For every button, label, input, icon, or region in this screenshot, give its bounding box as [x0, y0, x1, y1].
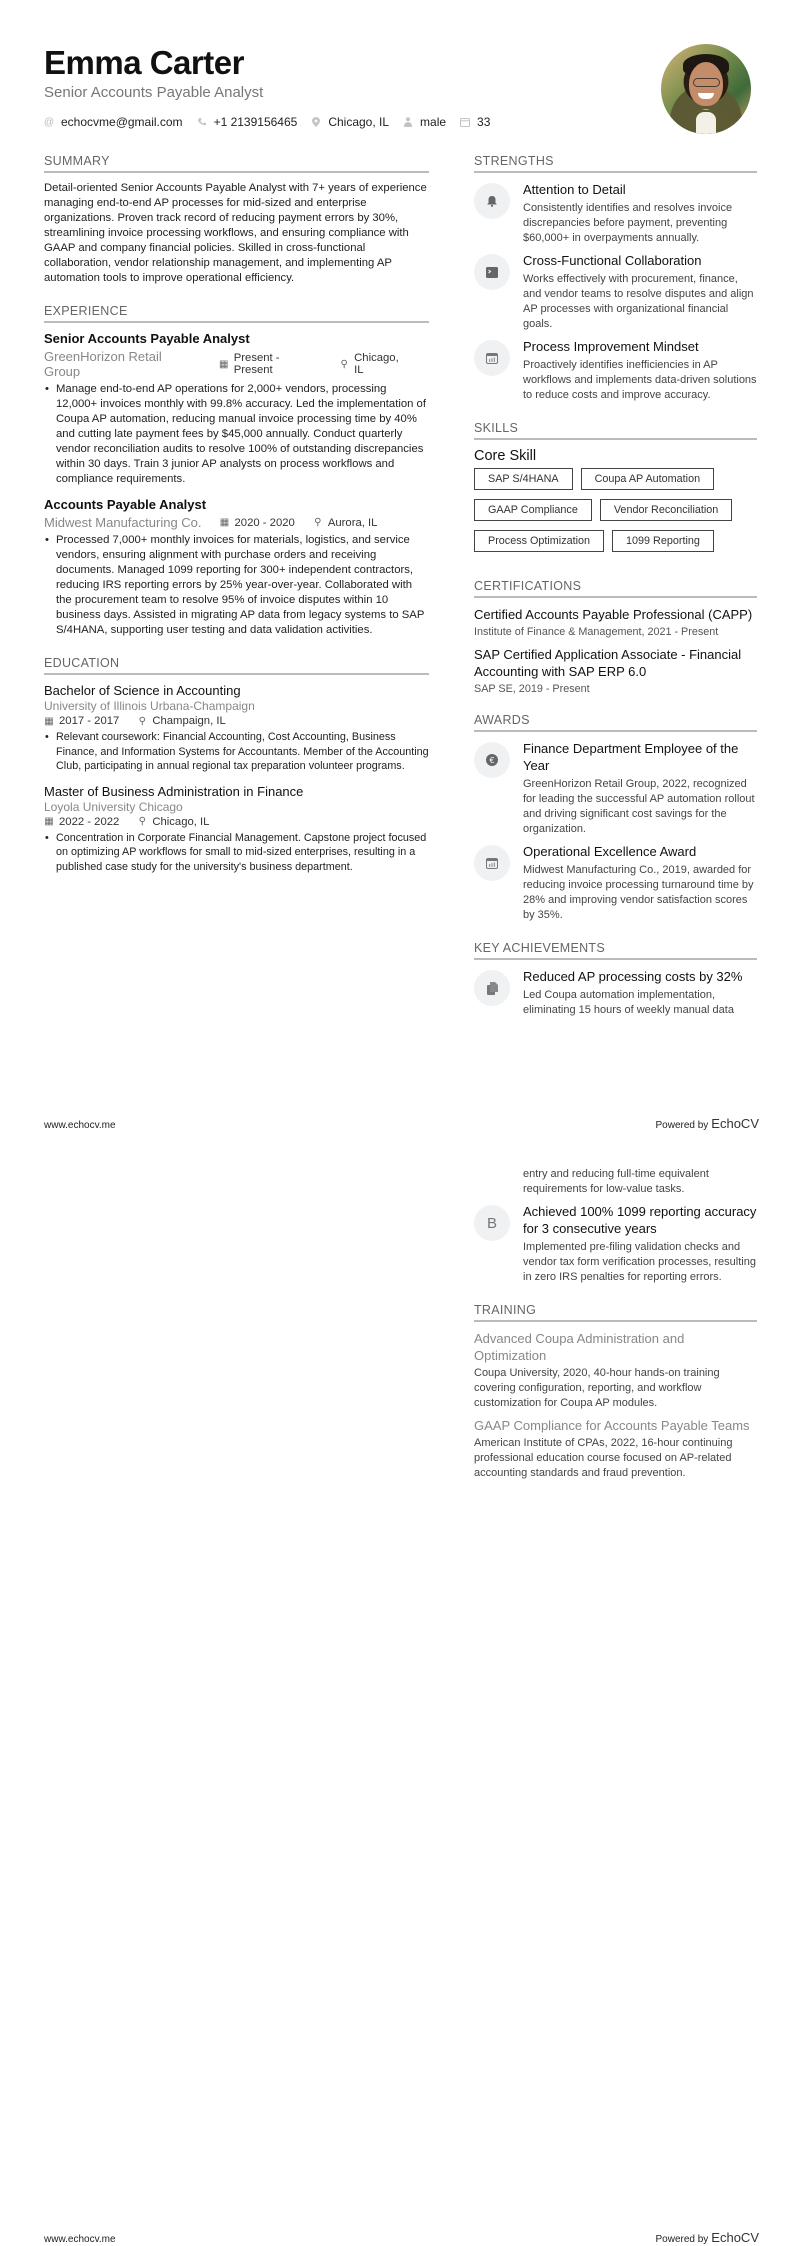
education-entry [44, 683, 429, 774]
skill-tag: Process Optimization [474, 530, 604, 552]
award-title: Operational Excellence Award [523, 844, 697, 859]
right-column-continued [474, 1167, 757, 1499]
award-title: Finance Department Employee of the Year [523, 741, 739, 773]
strength-item [474, 252, 757, 332]
skill-tag: SAP S/4HANA [474, 468, 573, 490]
contact-gender [403, 115, 446, 129]
company-name: Midwest Manufacturing Co. [44, 515, 202, 530]
section-heading: AWARDS [474, 713, 757, 732]
job-bullet: • Manage end-to-end AP operations for 2,000+ vendors, processing 12,000+ invoices monthly with 99.8% accuracy. Led the implementation of Coupa AP automation, reducing manual invoice processing time by 40% and cutting late payment fees by $45,000 annually. Conduct quarterly vendor reconciliation audits to resolve 100% of outstanding discrepancies within 30 days. Train 3 junior AP analysts on process workflows and compliance requirements. [44, 382, 429, 487]
skills-section [474, 421, 757, 561]
terminal-icon [474, 254, 510, 290]
awards-section [474, 713, 757, 923]
map-pin-icon [311, 117, 321, 127]
contact-age [460, 115, 490, 129]
job-location: ⚲ Chicago, IL [340, 352, 399, 376]
training-section [474, 1303, 757, 1481]
job-dates: ▦ Present - Present [219, 352, 280, 376]
strength-desc: Works effectively with procurement, finance, and vendor teams to resolve disputes and align AP processes with organizational financial goals. [523, 273, 754, 330]
strength-desc: Consistently identifies and resolves invoice discrepancies before payment, preventing $60,000+ in overpayments annually. [523, 202, 733, 244]
award-item [474, 740, 757, 837]
skill-tags [474, 468, 757, 561]
strength-title: Cross-Functional Collaboration [523, 253, 702, 268]
map-pin-icon: ⚲ [314, 517, 322, 528]
footer-powered-by: Powered by EchoCV [655, 2230, 759, 2245]
award-desc: GreenHorizon Retail Group, 2022, recognized for leading the successful AP automation rollout and driving significant cost savings for the organization. [523, 778, 755, 835]
training-title: Advanced Coupa Administration and Optimization [474, 1331, 685, 1363]
section-heading: CERTIFICATIONS [474, 579, 757, 598]
calendar-icon: ▦ [219, 358, 229, 370]
contact-email[interactable] [44, 115, 183, 129]
achievement-desc: entry and reducing full-time equivalent requirements for low-value tasks. [523, 1168, 709, 1195]
right-column [474, 154, 757, 1036]
skill-tag: Coupa AP Automation [581, 468, 714, 490]
contact-phone[interactable] [197, 115, 298, 129]
school-name: University of Illinois Urbana-Champaign [44, 699, 255, 713]
footer-website[interactable]: www.echocv.me [44, 1120, 116, 1131]
achievement-title: Reduced AP processing costs by 32% [523, 969, 743, 984]
training-desc: Coupa University, 2020, 40-hour hands-on training covering configuration, reporting, and workflow customization for Coupa AP modules. [474, 1367, 720, 1409]
job-dates: ▦ 2020 - 2020 [219, 516, 295, 529]
email-text: echocvme@gmail.com [61, 115, 183, 129]
job-location: ⚲ Aurora, IL [314, 516, 378, 529]
candidate-title: Senior Accounts Payable Analyst [44, 84, 264, 101]
education-bullet: • Concentration in Corporate Financial Management. Capstone project focused on optimizing AP workflows for small to mid-sized enterprises, resulting in a published case study for the university's business department. [44, 831, 429, 875]
calendar-chart-icon [474, 340, 510, 376]
job-title: Accounts Payable Analyst [44, 497, 207, 512]
contact-row [44, 115, 504, 129]
company-name: GreenHorizon Retail Group [44, 349, 162, 379]
education-bullet: • Relevant coursework: Financial Accounting, Cost Accounting, Business Finance, and Information Systems for Accountants. Member of the Accounting Club, participating in annual regional tax preparation volunteer programs. [44, 730, 429, 774]
education-meta [44, 816, 429, 828]
map-pin-icon: ⚲ [340, 358, 348, 370]
calendar-chart-icon [474, 845, 510, 881]
calendar-icon: ▦ [219, 517, 230, 528]
achievement-item [474, 1203, 757, 1285]
degree-title: Bachelor of Science in Accounting [44, 683, 241, 698]
award-desc: Midwest Manufacturing Co., 2019, awarded for reducing invoice processing turnaround time by 28% and improving vendor satisfaction scores by 35%. [523, 864, 754, 921]
avatar [661, 44, 751, 134]
calendar-icon: ▦ [44, 816, 54, 827]
experience-section [44, 304, 429, 638]
strength-item [474, 181, 757, 246]
calendar-icon [460, 117, 470, 127]
summary-text: Detail-oriented Senior Accounts Payable Analyst with 7+ years of experience managing end-to-end AP processes for mid-sized and enterprise organizations. Proven track record of reducing payment errors by 30%, streamlining invoice processing workflows, and ensuring compliance with GAAP and company financial policies. Skilled in cross-functional collaboration, vendor relationship management, and implementing AP automation tools to improve operational efficiency. [44, 182, 427, 284]
cert-issuer: SAP SE, 2019 - Present [474, 683, 590, 695]
education-location: ⚲ Chicago, IL [138, 815, 210, 828]
resume-page-2 [0, 1123, 794, 2246]
brand-logo[interactable]: EchoCV [711, 1116, 759, 1131]
left-column [44, 154, 429, 892]
brand-logo[interactable]: EchoCV [711, 2230, 759, 2245]
section-heading: KEY ACHIEVEMENTS [474, 941, 757, 960]
candidate-name: Emma Carter [44, 44, 244, 81]
section-heading: SUMMARY [44, 154, 429, 173]
section-heading: SKILLS [474, 421, 757, 440]
cert-issuer: Institute of Finance & Management, 2021 - Present [474, 626, 719, 638]
strength-desc: Proactively identifies inefficiencies in AP workflows and implements data-driven solutions to reduce costs and improve accuracy. [523, 359, 757, 401]
skill-group-title: Core Skill [474, 448, 537, 464]
degree-title: Master of Business Administration in Finance [44, 783, 304, 799]
cert-title: SAP Certified Application Associate - Financial Accounting with SAP ERP 6.0 [474, 647, 742, 679]
euro-coin-icon [474, 742, 510, 778]
job-meta [44, 349, 429, 379]
person-icon [403, 117, 413, 127]
achievement-title: Achieved 100% 1099 reporting accuracy for 3 consecutive years [523, 1204, 757, 1236]
job-entry [44, 497, 429, 638]
achievement-desc: Implemented pre-filing validation checks and vendor tax form verification processes, resulting in zero IRS penalties for reporting errors. [523, 1241, 756, 1283]
achievement-item [474, 968, 757, 1018]
at-icon: @ [43, 116, 55, 128]
phone-text: +1 2139156465 [213, 115, 298, 129]
location-text: Chicago, IL [328, 115, 390, 129]
documents-icon [474, 970, 510, 1006]
strength-item [474, 338, 757, 403]
page-footer [44, 2230, 759, 2245]
resume-header [44, 44, 504, 129]
education-dates: ▦ 2017 - 2017 [44, 715, 120, 727]
footer-powered-by: Powered by EchoCV [655, 1116, 759, 1131]
strengths-section [474, 154, 757, 403]
phone-icon [197, 117, 207, 127]
summary-section [44, 154, 429, 286]
section-heading: EDUCATION [44, 656, 429, 675]
job-meta [44, 515, 429, 530]
strength-title: Process Improvement Mindset [523, 339, 699, 354]
school-name: Loyola University Chicago [44, 799, 183, 814]
achievement-desc: Led Coupa automation implementation, eliminating 15 hours of weekly manual data [523, 989, 734, 1016]
svg-text:€: € [489, 756, 495, 765]
job-bullet: • Processed 7,000+ monthly invoices for materials, logistics, and service vendors, ensuring alignment with purchase orders and receiving documents. Managed 1099 reporting for 300+ independent contractors, reducing IRS reporting errors by 25% year-over-year. Collaborated with the procurement team to resolve 95% of invoice disputes within 10 business days. Assisted in migrating AP data from legacy systems to SAP S/4HANA, supporting user testing and data validation activities. [44, 533, 429, 638]
letter-b-icon: B [474, 1205, 510, 1241]
cert-title: Certified Accounts Payable Professional (CAPP) [474, 607, 753, 622]
skill-tag: 1099 Reporting [612, 530, 714, 552]
job-entry [44, 331, 429, 487]
skill-tag: Vendor Reconciliation [600, 499, 732, 521]
bell-icon [474, 183, 510, 219]
certifications-section [474, 579, 757, 695]
award-item [474, 843, 757, 923]
skill-tag: GAAP Compliance [474, 499, 592, 521]
education-section [44, 656, 429, 874]
achievements-section [474, 941, 757, 1018]
training-desc: American Institute of CPAs, 2022, 16-hour continuing professional education course focused on AP-related accounting standards and fraud prevention. [474, 1437, 733, 1479]
section-heading: TRAINING [474, 1303, 757, 1322]
calendar-icon: ▦ [44, 715, 54, 727]
training-title: GAAP Compliance for Accounts Payable Teams [474, 1418, 750, 1433]
strength-title: Attention to Detail [523, 182, 626, 197]
achievement-item-continued [474, 1167, 757, 1197]
section-heading: STRENGTHS [474, 154, 757, 173]
contact-location [311, 115, 389, 129]
achievements-section-continued [474, 1167, 757, 1285]
education-location: ⚲ Champaign, IL [138, 715, 226, 727]
education-entry [44, 784, 429, 875]
education-meta [44, 715, 429, 727]
map-pin-icon: ⚲ [138, 715, 146, 727]
footer-website[interactable]: www.echocv.me [44, 2234, 116, 2245]
gender-text: male [420, 115, 447, 129]
job-title: Senior Accounts Payable Analyst [44, 331, 250, 346]
age-text: 33 [477, 115, 491, 129]
map-pin-icon: ⚲ [138, 816, 146, 827]
section-heading: EXPERIENCE [44, 304, 429, 323]
education-dates: ▦ 2022 - 2022 [44, 815, 120, 828]
